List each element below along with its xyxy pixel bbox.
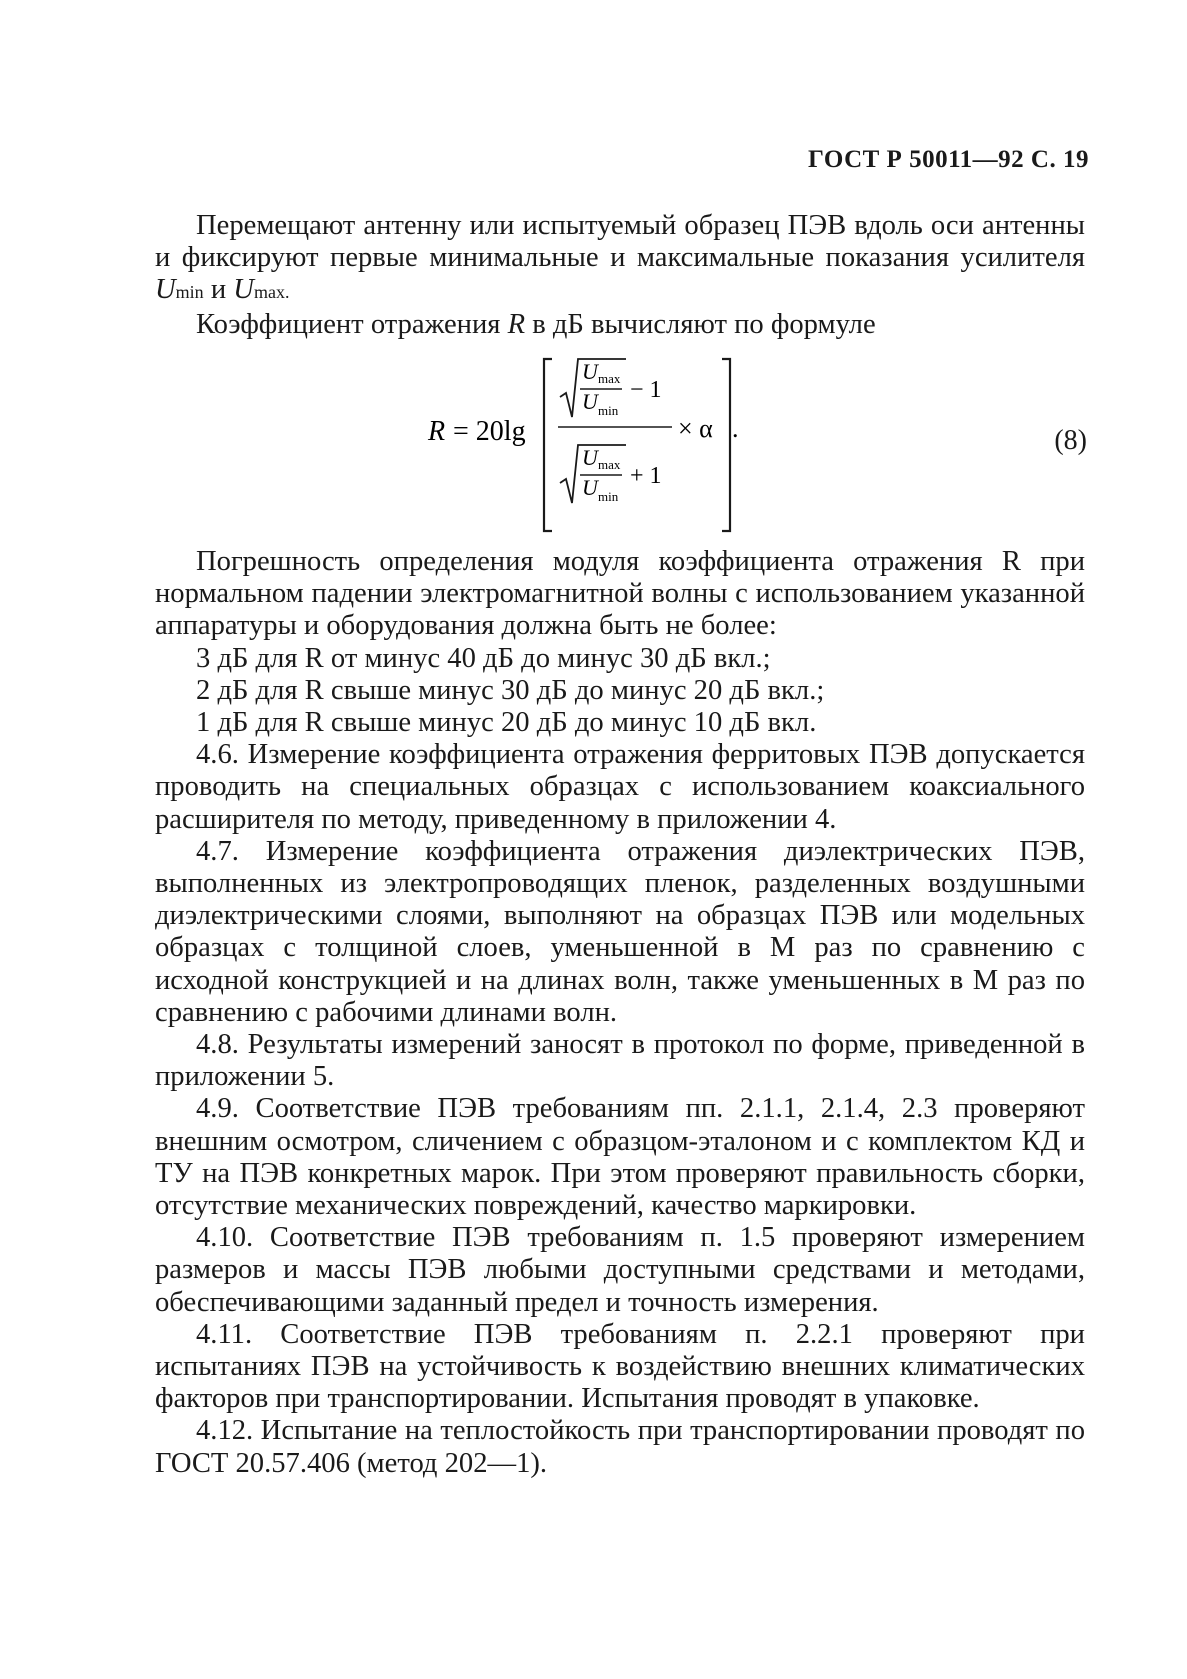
u-symbol: U: [233, 274, 254, 306]
formula-intro-b: в дБ вычисляют по формуле: [532, 308, 876, 340]
formula-dot: .: [732, 414, 739, 443]
formula-intro: [155, 309, 1085, 341]
formula-lhs: R: [428, 416, 446, 447]
intro-paragraph: [155, 210, 1085, 309]
clause-4-9: 4.9. Соответствие ПЭВ требованиям пп. 2.1.1, 2.1.4, 2.3 проверяют внешним осмотром, сличением с образцом-эталоном и с комплектом КД и ТУ на ПЭВ конкретных марок. При этом проверяют правильность сборки, отсутствие механических повреждений, качество маркировки.: [155, 1093, 1085, 1222]
u-max-num2: U: [582, 445, 598, 470]
reflection-formula: [420, 355, 780, 540]
left-bracket: [544, 359, 552, 531]
u-max-num: U: [582, 359, 598, 384]
times-alpha: × α: [678, 414, 713, 443]
limit-item: 1 дБ для R свыше минус 20 дБ до минус 10 дБ вкл.: [196, 707, 817, 739]
formula-eq: = 20lg: [453, 416, 526, 447]
min-label: min: [598, 403, 619, 418]
intro-text: Перемещают антенну или испытуемый образец ПЭВ вдоль оси антенны и фиксируют первые минимальные и максимальные показания усилителя: [155, 210, 1085, 274]
page-header: ГОСТ Р 50011—92 С. 19: [808, 146, 1089, 173]
max-label2: max: [598, 457, 621, 472]
max-sub: max.: [253, 282, 290, 303]
limit-item: 2 дБ для R свыше минус 30 дБ до минус 20 дБ вкл.;: [196, 674, 825, 706]
max-label: max: [598, 371, 621, 386]
formula-intro-a: Коэффициент отражения: [196, 308, 501, 340]
clause-4-12: 4.12. Испытание на теплостойкость при транспортировании проводят по ГОСТ 20.57.406 (метод 202—1).: [155, 1415, 1085, 1479]
u-symbol: U: [155, 274, 176, 306]
minus-one: − 1: [630, 377, 662, 403]
plus-one: + 1: [630, 463, 662, 489]
main-text: [155, 546, 1085, 1480]
intro-block: [155, 210, 1085, 341]
min-label2: min: [598, 489, 619, 504]
clause-4-7: 4.7. Измерение коэффициента отражения диэлектрических ПЭВ, выполненных из электропроводящих пленок, разделенных воздушными диэлектрическими слоями, выполняют на образцах ПЭВ или модельных образцах с толщиной слоев, уменьшенной в M раз по сравнению с исходной конструкцией и на длинах волн, также уменьшенных в M раз по сравнению с рабочими длинами волн.: [155, 835, 1085, 1028]
clause-4-8: 4.8. Результаты измерений заносят в протокол по форме, приведенной в приложении 5.: [155, 1029, 1085, 1093]
clause-4-10: 4.10. Соответствие ПЭВ требованиям п. 1.5 проверяют измерением размеров и массы ПЭВ любыми доступными средствами и методами, обеспечивающими заданный предел и точность измерения.: [155, 1222, 1085, 1318]
right-bracket: [722, 359, 730, 531]
u-min-den: U: [582, 389, 598, 414]
clause-4-6: 4.6. Измерение коэффициента отражения ферритовых ПЭВ допускается проводить на специальных образцах с использованием коаксиального расширителя по методу, приведенному в приложении 4.: [155, 739, 1085, 835]
limit-item: 3 дБ для R от минус 40 дБ до минус 30 дБ вкл.;: [196, 642, 771, 674]
error-paragraph: Погрешность определения модуля коэффициента отражения R при нормальном падении электромагнитной волны с использованием указанной аппаратуры и оборудования должна быть не более:: [155, 546, 1085, 642]
r-symbol: R: [507, 308, 526, 340]
and-word: и: [210, 274, 227, 306]
clause-4-11: 4.11. Соответствие ПЭВ требованиям п. 2.2.1 проверяют при испытаниях ПЭВ на устойчивость к воздействию внешних климатических факторов при транспортировании. Испытания проводят в упаковке.: [155, 1318, 1085, 1415]
u-min-den2: U: [582, 475, 598, 500]
equation-number: (8): [1054, 425, 1087, 456]
min-sub: min: [175, 282, 204, 303]
